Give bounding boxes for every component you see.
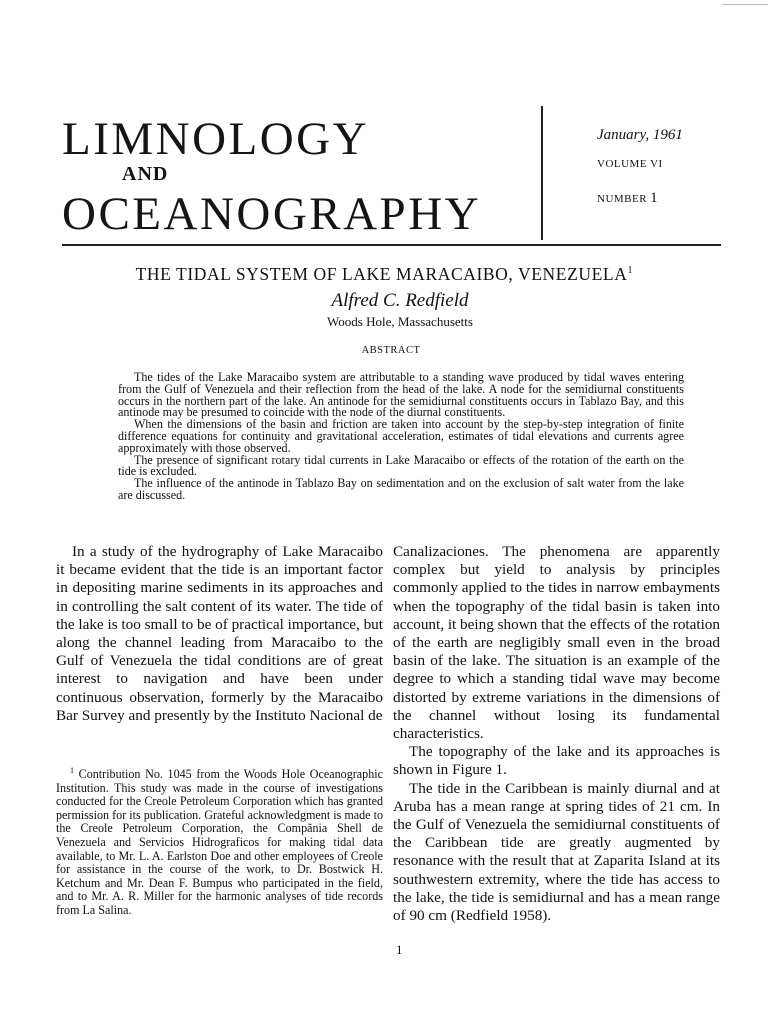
journal-title-limnology: LIMNOLOGY bbox=[62, 113, 370, 165]
journal-title-and: AND bbox=[122, 163, 169, 185]
issue-number-value: 1 bbox=[650, 190, 659, 206]
journal-title-oceanography: OCEANOGRAPHY bbox=[62, 188, 482, 240]
issue-number-label: NUMBER bbox=[597, 193, 648, 205]
footnote bbox=[56, 764, 383, 918]
abstract-paragraph: When the dimensions of the basin and friction are taken into account by the step-by-step integration of finite difference equations for continuity and gravitational acceleration, estimates of tidal elevations and currents agree approximately with those observed. bbox=[118, 417, 684, 455]
author-affiliation: Woods Hole, Massachusetts bbox=[327, 314, 473, 329]
page-number: 1 bbox=[396, 942, 403, 957]
footnote-paragraph bbox=[56, 764, 383, 918]
article-author: Alfred C. Redfield bbox=[331, 290, 469, 311]
abstract-paragraph: The presence of significant rotary tidal currents in Lake Maracaibo or effects of the rotation of the earth on the tide is excluded. bbox=[118, 452, 684, 479]
abstract-paragraph: The influence of the antinode in Tablazo Bay on sedimentation and on the exclusion of salt water from the lake are discussed. bbox=[118, 476, 684, 502]
footnote-text: Contribution No. 1045 from the Woods Hole Oceanographic Institution. This study was made in the course of investigations conducted for the Creole Petroleum Corporation which has granted permission for its publication. Grateful acknowledgment is made to the Creole Petroleum Corporation, the Compãnia Shell de Venezuela and Servicios Hidrograficos for making tidal data available, to Mr. L. A. Earlston Doe and other employees of Creole for assistance in the course of the work, to Dr. Bostwick H. Ketchum and Mr. Dean F. Bumpus who participated in the field, and to Mr. A. R. Miller for the harmonic analyses of tide records from La Salina. bbox=[56, 767, 383, 917]
masthead-divider bbox=[541, 106, 543, 240]
issue-volume: VOLUME VI bbox=[597, 158, 663, 170]
article-title bbox=[0, 264, 768, 285]
scan-edge-mark bbox=[722, 4, 768, 5]
body-paragraph-intro: In a study of the hydrography of Lake Maracaibo it became evident that the tide is an important factor in depositing marine sediments in its approaches and in controlling the salt content of its water. The tide of the lake is too small to be of practical importance, but along the channel leading from Maracaibo to the Gulf of Venezuela the tidal conditions are of great interest to navigation and have been under continuous observation, formerly by the Maracaibo Bar Survey and presently by the Instituto Nacional de bbox=[56, 543, 383, 724]
body-paragraph-topography: The topography of the lake and its approaches is shown in Figure 1. bbox=[393, 743, 720, 779]
abstract bbox=[118, 372, 684, 502]
body-paragraph-caribbean-tide: The tide in the Caribbean is mainly diurnal and at Aruba has a mean range at spring tides of 21 cm. In the Gulf of Venezuela the semidiurnal constituents of the Caribbean tide are greatly augmented by resonance with the result that at Zaparita Island at its southwestern extremity, where the tide has access to the lake, the tide is semidiurnal and has a mean range of 90 cm (Redfield 1958). bbox=[393, 779, 720, 925]
issue-date: January, 1961 bbox=[597, 127, 683, 143]
abstract-heading: ABSTRACT bbox=[361, 345, 421, 356]
footnote-mark: 1 bbox=[70, 766, 74, 775]
title-footnote-mark: 1 bbox=[627, 265, 633, 277]
article-title-text: THE TIDAL SYSTEM OF LAKE MARACAIBO, VENEZUELA bbox=[135, 264, 628, 284]
body-column-right bbox=[393, 543, 720, 925]
body-paragraph-continued: Canalizaciones. The phenomena are apparently complex but yield to analysis by principles commonly applied to the tides in narrow embayments when the topography of the tidal basin is taken into account, it being shown that the effects of the rotation of the earth are negligibly small even in the broad basin of the lake. The situation is an example of the degree to which a standing tidal wave may become distorted by extreme variations in the dimensions of the channel without losing its fundamental characteristics. bbox=[393, 543, 720, 743]
masthead-rule bbox=[62, 244, 721, 246]
abstract-paragraph: The tides of the Lake Maracaibo system are attributable to a standing wave produced by tidal waves entering from the Gulf of Venezuela and their reflection from the head of the lake. A node for the semidiurnal constituents occurs in the northern part of the lake. An antinode for the semidiurnal constituents occurs in Tablazo Bay, and this antinode may be presumed to coincide with the node of the diurnal constituents. bbox=[118, 370, 684, 420]
body-column-left bbox=[56, 543, 383, 725]
issue-number bbox=[597, 190, 658, 207]
